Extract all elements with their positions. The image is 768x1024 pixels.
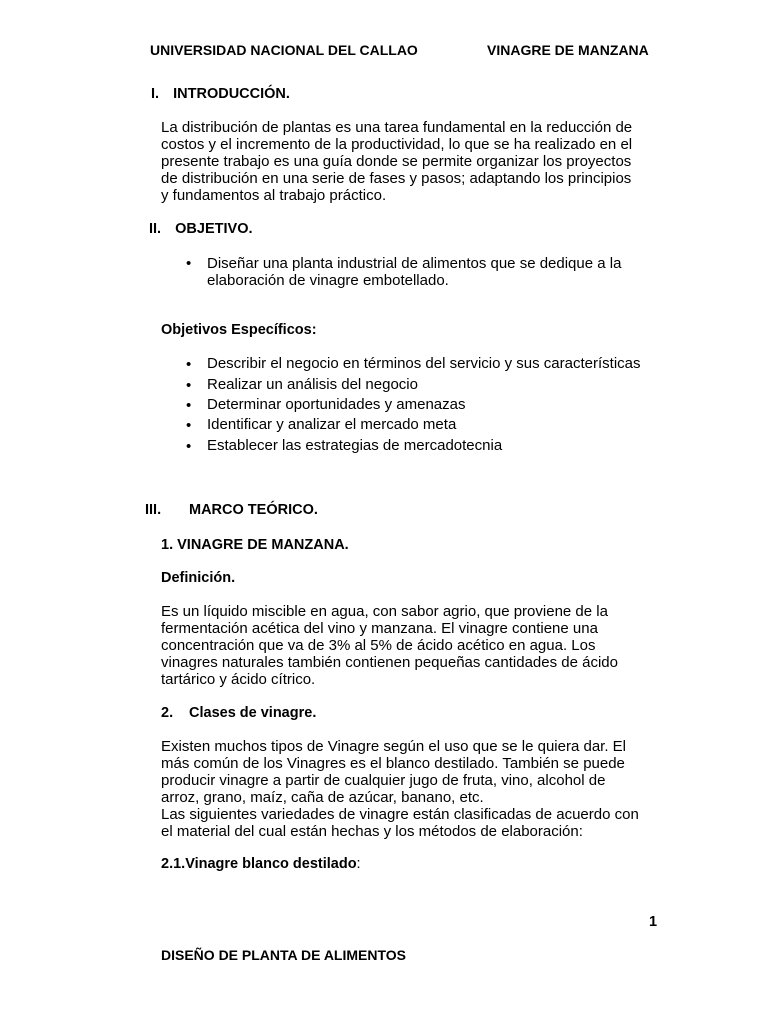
subsection-blanco-destilado <box>161 856 361 872</box>
definicion-heading: Definición. <box>161 570 236 586</box>
subsection-blanco-destilado-number: 2.1. <box>161 856 186 872</box>
objetivo-general <box>207 255 621 289</box>
text-line: el material del cual están hechas y los métodos de elaboración: <box>161 823 583 840</box>
text-line: concentración que va de 3% al 5% de ácido acético en agua. Los <box>161 637 596 654</box>
clases-heading: Clases de vinagre. <box>189 705 317 721</box>
clases-paragraph <box>161 738 639 840</box>
section-objetivo-number: II. <box>149 221 162 237</box>
list-item: Realizar un análisis del negocio <box>207 376 418 393</box>
text-line: La distribución de plantas es una tarea fundamental en la reducción de <box>161 119 633 136</box>
list-item: Describir el negocio en términos del servicio y sus características <box>207 355 641 372</box>
list-item: Determinar oportunidades y amenazas <box>207 396 466 413</box>
bullet-icon: • <box>186 377 192 394</box>
text-line: más común de los Vinagres es el blanco destilado. También se puede <box>161 755 625 772</box>
bullet-icon: • <box>186 255 192 272</box>
section-objetivo-title: OBJETIVO. <box>175 221 253 237</box>
text-line: de distribución en una serie de fases y pasos; adaptando los principios <box>161 170 632 187</box>
section-intro-heading <box>151 86 290 102</box>
section-marco-number: III. <box>145 502 162 518</box>
bullet-icon: • <box>186 417 192 434</box>
header-university: UNIVERSIDAD NACIONAL DEL CALLAO <box>150 42 418 58</box>
text-line: Es un líquido miscible en agua, con sabor agrio, que proviene de la <box>161 603 608 620</box>
text-line: Existen muchos tipos de Vinagre según el uso que se le quiera dar. El <box>161 738 627 755</box>
section-objetivo-heading <box>149 221 253 237</box>
text-line: tartárico y ácido cítrico. <box>161 671 316 688</box>
definicion-paragraph <box>161 603 618 688</box>
text-line: elaboración de vinagre embotellado. <box>207 272 449 289</box>
footer-title: DISEÑO DE PLANTA DE ALIMENTOS <box>161 947 407 963</box>
text-line: presente trabajo es una guía donde se permite organizar los proyectos <box>161 153 632 170</box>
header-topic: VINAGRE DE MANZANA <box>487 42 649 58</box>
text-line: vinagres naturales también contienen pequeñas cantidades de ácido <box>161 654 618 671</box>
text-line: costos y el incremento de la productividad, lo que se ha realizado en el <box>161 136 633 153</box>
text-line: Diseñar una planta industrial de alimentos que se dedique a la <box>207 255 622 272</box>
text-line: arroz, grano, maíz, caña de azúcar, banano, etc. <box>161 789 484 806</box>
subsection-blanco-destilado-title: Vinagre blanco destilado <box>185 856 357 872</box>
text-line: Las siguientes variedades de vinagre están clasificadas de acuerdo con <box>161 806 639 823</box>
subsection-vinagre-manzana: 1. VINAGRE DE MANZANA. <box>161 537 349 553</box>
bullet-icon: • <box>186 438 192 455</box>
list-item: Identificar y analizar el mercado meta <box>207 416 457 433</box>
page-number: 1 <box>649 914 658 930</box>
bullet-icon: • <box>186 356 192 373</box>
text-line: fermentación acética del vino y manzana. El vinagre contiene una <box>161 620 598 637</box>
section-intro-title: INTRODUCCIÓN. <box>173 86 290 102</box>
intro-paragraph <box>161 119 632 204</box>
subsection-colon: : <box>356 856 361 872</box>
list-item: Establecer las estrategias de mercadotecnia <box>207 437 503 454</box>
clases-number: 2. <box>161 705 174 721</box>
text-line: y fundamentos al trabajo práctico. <box>161 187 387 204</box>
text-line: producir vinagre a partir de cualquier jugo de fruta, vino, alcohol de <box>161 772 606 789</box>
objetivos-especificos-heading: Objetivos Específicos: <box>161 322 317 338</box>
bullet-icon: • <box>186 397 192 414</box>
section-intro-number: I. <box>151 86 160 102</box>
section-marco-title: MARCO TEÓRICO. <box>189 502 318 518</box>
